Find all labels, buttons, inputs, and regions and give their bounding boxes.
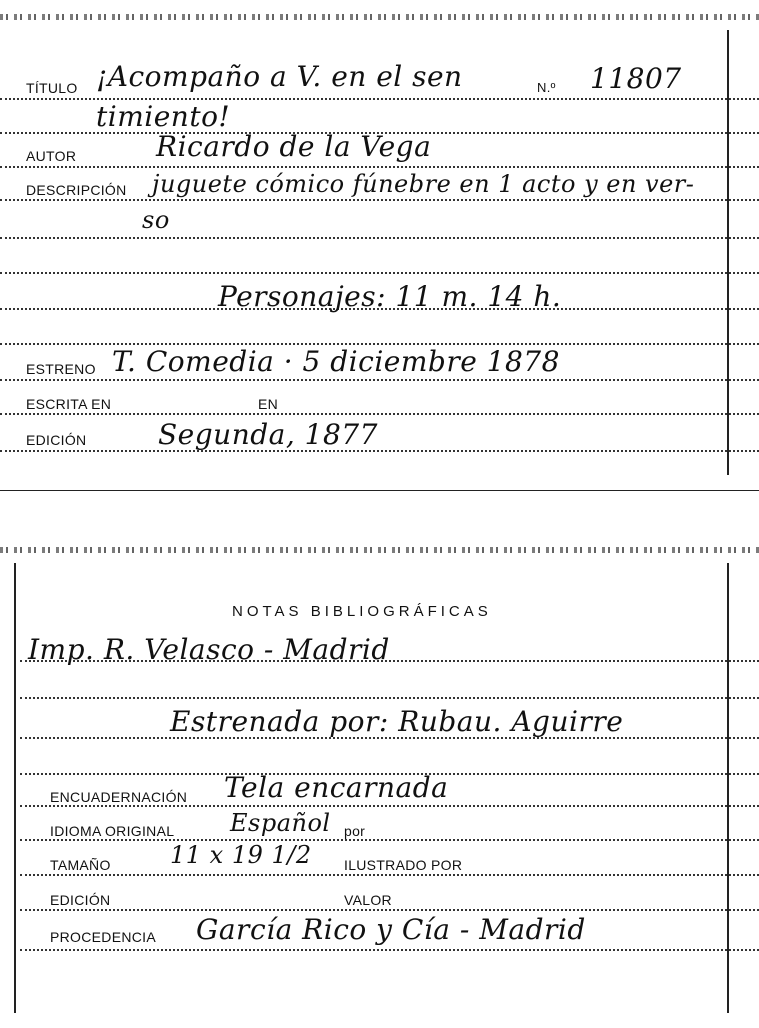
descripcion-value: juguete cómico fúnebre en 1 acto y en ver- bbox=[152, 170, 695, 198]
ruled-line bbox=[0, 270, 759, 274]
por-label: por bbox=[344, 823, 366, 839]
ruled-line bbox=[20, 695, 759, 699]
ruled-line bbox=[0, 448, 759, 452]
titulo-value-cont: timiento! bbox=[96, 100, 231, 133]
ilustrado-label: ILUSTRADO POR bbox=[344, 857, 463, 873]
personajes-value: Personajes: 11 m. 14 h. bbox=[218, 280, 562, 313]
encuadernacion-value: Tela encarnada bbox=[224, 771, 449, 804]
nota-estreno: Estrenada por: Rubau. Aguirre bbox=[170, 705, 624, 738]
estreno-value: T. Comedia · 5 diciembre 1878 bbox=[112, 345, 560, 378]
valor-label: VALOR bbox=[344, 892, 392, 908]
edicion-label: EDICIÓN bbox=[26, 432, 87, 448]
card-border-right bbox=[727, 563, 729, 1013]
numero-value: 11807 bbox=[590, 62, 682, 95]
titulo-value: ¡Acompaño a V. en el sen bbox=[96, 60, 463, 93]
estreno-label: ESTRENO bbox=[26, 361, 96, 377]
catalog-card-notes bbox=[0, 545, 759, 1028]
tamano-label: TAMAÑO bbox=[50, 857, 111, 873]
autor-label: AUTOR bbox=[26, 148, 77, 164]
procedencia-value: García Rico y Cía - Madrid bbox=[196, 913, 586, 946]
numero-label: N.º bbox=[537, 80, 556, 95]
edicion-label: EDICIÓN bbox=[50, 892, 111, 908]
card-border-left bbox=[14, 563, 16, 1013]
descripcion-label: DESCRIPCIÓN bbox=[26, 182, 127, 198]
ruled-line bbox=[0, 411, 759, 415]
edicion-value: Segunda, 1877 bbox=[158, 418, 378, 451]
idioma-value: Español bbox=[230, 809, 331, 837]
titulo-label: TÍTULO bbox=[26, 80, 78, 96]
descripcion-value-cont: so bbox=[142, 206, 170, 234]
procedencia-label: PROCEDENCIA bbox=[50, 929, 156, 945]
card-bottom-edge bbox=[0, 490, 759, 491]
notas-heading: NOTAS BIBLIOGRÁFICAS bbox=[232, 603, 492, 620]
ruled-line bbox=[20, 947, 759, 951]
torn-edge bbox=[0, 14, 759, 20]
nota-imprenta: Imp. R. Velasco - Madrid bbox=[28, 633, 390, 666]
autor-value: Ricardo de la Vega bbox=[156, 130, 432, 163]
ruled-line bbox=[0, 164, 759, 168]
idioma-label: IDIOMA ORIGINAL bbox=[50, 823, 175, 839]
en-label: EN bbox=[258, 396, 279, 412]
catalog-card-main bbox=[0, 0, 759, 492]
escrita-en-label: ESCRITA EN bbox=[26, 396, 112, 412]
encuadernacion-label: ENCUADERNACIÓN bbox=[50, 789, 188, 805]
ruled-line bbox=[0, 235, 759, 239]
torn-edge bbox=[0, 547, 759, 553]
tamano-value: 11 x 19 1/2 bbox=[170, 841, 312, 869]
